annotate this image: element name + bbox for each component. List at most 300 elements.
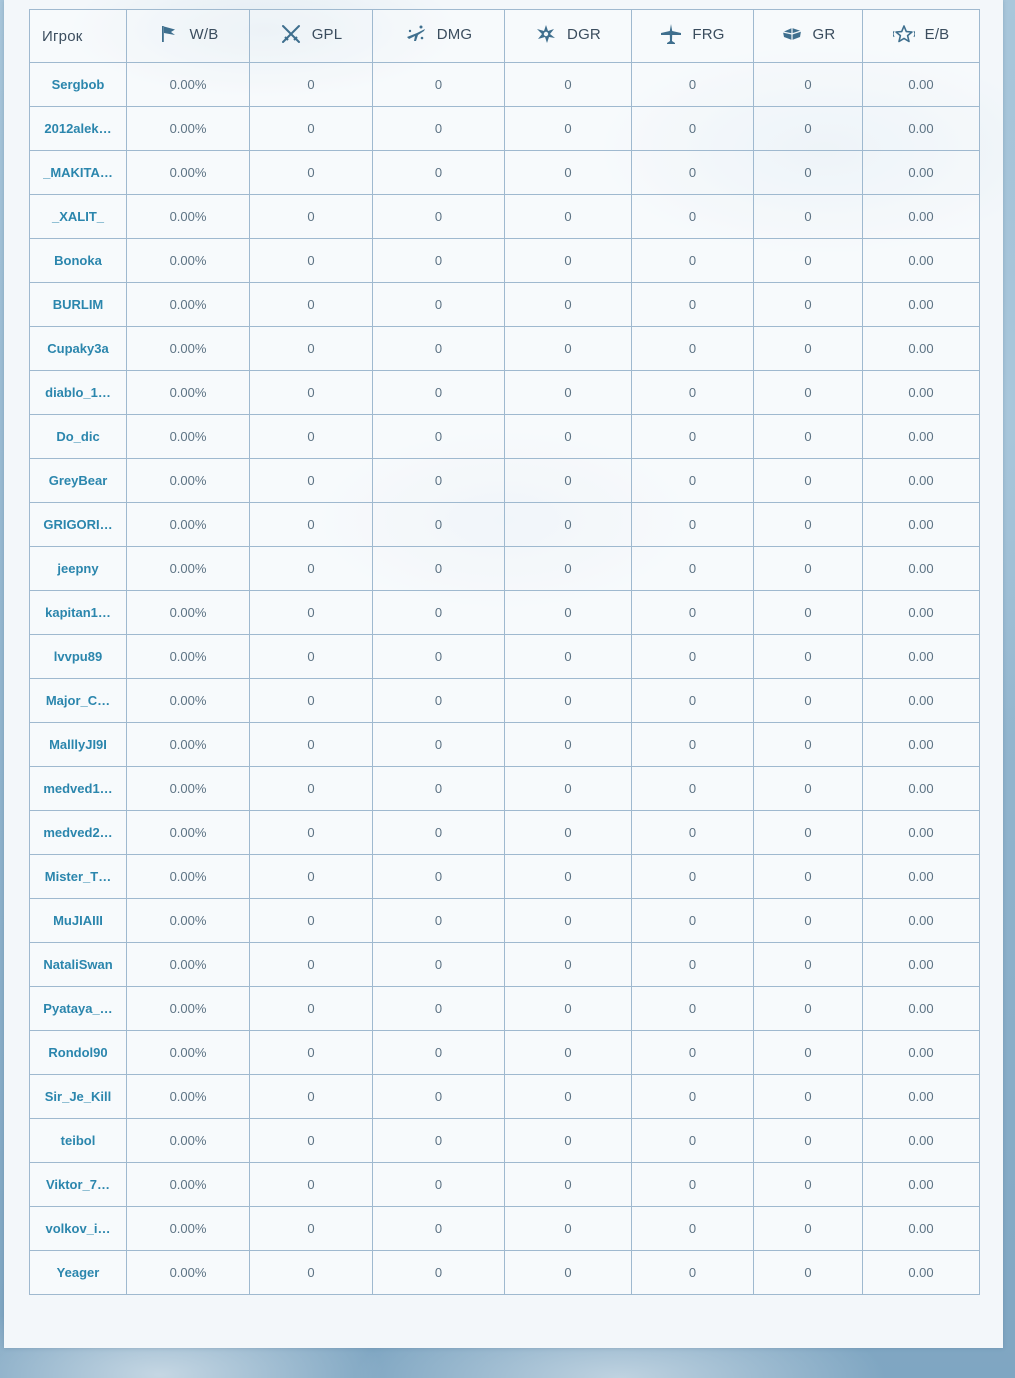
- player-name-link[interactable]: Do_dic: [56, 429, 100, 444]
- player-name-link[interactable]: _XALIT_: [51, 209, 104, 224]
- player-name-cell[interactable]: [30, 1031, 127, 1075]
- stat-cell-eb: 0.00: [863, 855, 980, 899]
- stat-cell-eb: 0.00: [863, 1251, 980, 1295]
- stat-cell-frg: 0: [632, 415, 754, 459]
- player-name-cell[interactable]: [30, 63, 127, 107]
- player-name-link[interactable]: medved1…: [43, 781, 113, 796]
- stat-cell-gpl: 0: [250, 1251, 373, 1295]
- stat-cell-dgr: 0: [505, 1031, 632, 1075]
- stat-cell-dmg: 0: [373, 723, 505, 767]
- stat-cell-wb: 0.00%: [127, 723, 250, 767]
- stat-cell-wb: 0.00%: [127, 195, 250, 239]
- stat-cell-gr: 0: [754, 811, 863, 855]
- stats-body: [30, 63, 980, 1295]
- stat-cell-frg: 0: [632, 327, 754, 371]
- stat-cell-dgr: 0: [505, 1163, 632, 1207]
- stat-cell-wb: 0.00%: [127, 503, 250, 547]
- stat-cell-gr: 0: [754, 591, 863, 635]
- stat-cell-gpl: 0: [250, 899, 373, 943]
- stat-cell-gr: 0: [754, 855, 863, 899]
- stat-cell-frg: 0: [632, 723, 754, 767]
- player-name-cell[interactable]: [30, 503, 127, 547]
- stat-cell-gr: 0: [754, 987, 863, 1031]
- stat-cell-frg: 0: [632, 1163, 754, 1207]
- stat-cell-dmg: 0: [373, 63, 505, 107]
- stat-cell-dmg: 0: [373, 1207, 505, 1251]
- header-row: [30, 10, 980, 63]
- stat-cell-frg: 0: [632, 1031, 754, 1075]
- stat-cell-eb: 0.00: [863, 1163, 980, 1207]
- player-name-link[interactable]: NataliSwan: [43, 957, 113, 972]
- stat-cell-dgr: 0: [505, 855, 632, 899]
- stat-cell-dgr: 0: [505, 415, 632, 459]
- table-row[interactable]: [30, 1163, 980, 1207]
- stat-cell-gpl: 0: [250, 1075, 373, 1119]
- player-name-cell[interactable]: [30, 635, 127, 679]
- player-name-link[interactable]: Mister_T…: [44, 869, 112, 884]
- stat-cell-eb: 0.00: [863, 899, 980, 943]
- stat-cell-eb: 0.00: [863, 547, 980, 591]
- stat-cell-gpl: 0: [250, 591, 373, 635]
- stat-cell-gpl: 0: [250, 239, 373, 283]
- player-name-cell[interactable]: [30, 547, 127, 591]
- player-name-link[interactable]: volkov_i…: [45, 1221, 111, 1236]
- stat-cell-eb: 0.00: [863, 107, 980, 151]
- column-header-label: Игрок: [42, 27, 83, 45]
- stat-cell-dgr: 0: [505, 635, 632, 679]
- player-name-link[interactable]: Cupaky3a: [47, 341, 109, 356]
- stat-cell-dmg: 0: [373, 327, 505, 371]
- player-name-link[interactable]: GreyBear: [48, 473, 108, 488]
- stat-cell-frg: 0: [632, 987, 754, 1031]
- player-name-link[interactable]: Pyataya_…: [43, 1001, 113, 1016]
- stat-cell-wb: 0.00%: [127, 1251, 250, 1295]
- stats-panel: [4, 0, 1003, 1348]
- stat-cell-eb: 0.00: [863, 679, 980, 723]
- stat-cell-dmg: 0: [373, 591, 505, 635]
- stat-cell-dgr: 0: [505, 239, 632, 283]
- player-name-cell[interactable]: [30, 767, 127, 811]
- stat-cell-wb: 0.00%: [127, 1119, 250, 1163]
- player-name-cell[interactable]: [30, 943, 127, 987]
- table-row[interactable]: [30, 767, 980, 811]
- stat-cell-gr: 0: [754, 503, 863, 547]
- stat-cell-wb: 0.00%: [127, 415, 250, 459]
- player-stats-table: [29, 9, 980, 1295]
- stat-cell-gpl: 0: [250, 151, 373, 195]
- stat-cell-gpl: 0: [250, 63, 373, 107]
- stat-cell-dgr: 0: [505, 195, 632, 239]
- table-row[interactable]: [30, 547, 980, 591]
- stat-cell-dmg: 0: [373, 1075, 505, 1119]
- player-name-link[interactable]: BURLIM: [52, 297, 104, 312]
- player-name-cell[interactable]: [30, 811, 127, 855]
- player-name-cell[interactable]: [30, 459, 127, 503]
- stat-cell-dmg: 0: [373, 151, 505, 195]
- stat-cell-eb: 0.00: [863, 943, 980, 987]
- stat-cell-dgr: 0: [505, 63, 632, 107]
- stat-cell-frg: 0: [632, 459, 754, 503]
- player-name-cell[interactable]: [30, 1207, 127, 1251]
- table-row[interactable]: [30, 1075, 980, 1119]
- player-name-cell[interactable]: [30, 723, 127, 767]
- stat-cell-eb: 0.00: [863, 987, 980, 1031]
- stat-cell-wb: 0.00%: [127, 371, 250, 415]
- table-row[interactable]: [30, 283, 980, 327]
- stat-cell-eb: 0.00: [863, 283, 980, 327]
- stat-cell-gr: 0: [754, 327, 863, 371]
- stat-cell-dmg: 0: [373, 987, 505, 1031]
- stat-cell-frg: 0: [632, 591, 754, 635]
- stat-cell-dgr: 0: [505, 459, 632, 503]
- table-row[interactable]: [30, 327, 980, 371]
- stat-cell-dmg: 0: [373, 943, 505, 987]
- player-name-link[interactable]: lvvpu89: [53, 649, 103, 664]
- player-name-link[interactable]: Rondol90: [48, 1045, 108, 1060]
- stat-cell-dgr: 0: [505, 547, 632, 591]
- column-header-wb[interactable]: [127, 10, 250, 63]
- stat-cell-wb: 0.00%: [127, 855, 250, 899]
- crossed-swords-icon: [280, 23, 302, 45]
- player-name-cell[interactable]: [30, 855, 127, 899]
- stat-cell-dgr: 0: [505, 1251, 632, 1295]
- stat-cell-frg: 0: [632, 503, 754, 547]
- stat-cell-gr: 0: [754, 415, 863, 459]
- stat-cell-wb: 0.00%: [127, 459, 250, 503]
- stat-cell-gr: 0: [754, 679, 863, 723]
- flag-icon: [158, 23, 180, 45]
- stat-cell-wb: 0.00%: [127, 1075, 250, 1119]
- table-row[interactable]: [30, 63, 980, 107]
- stat-cell-eb: 0.00: [863, 591, 980, 635]
- stat-cell-wb: 0.00%: [127, 547, 250, 591]
- stat-cell-gpl: 0: [250, 1163, 373, 1207]
- player-name-link[interactable]: teibol: [60, 1133, 96, 1148]
- table-row[interactable]: [30, 811, 980, 855]
- stat-cell-wb: 0.00%: [127, 151, 250, 195]
- table-row[interactable]: [30, 107, 980, 151]
- table-row[interactable]: [30, 987, 980, 1031]
- stat-cell-dmg: 0: [373, 239, 505, 283]
- ground-target-icon: [781, 23, 803, 45]
- stat-cell-dgr: 0: [505, 107, 632, 151]
- stat-cell-eb: 0.00: [863, 459, 980, 503]
- stat-cell-gpl: 0: [250, 767, 373, 811]
- stat-cell-dgr: 0: [505, 1119, 632, 1163]
- stat-cell-gpl: 0: [250, 1031, 373, 1075]
- stat-cell-dmg: 0: [373, 547, 505, 591]
- player-name-cell[interactable]: [30, 679, 127, 723]
- damaged-plane-icon: [405, 23, 427, 45]
- stat-cell-frg: 0: [632, 767, 754, 811]
- table-row[interactable]: [30, 1207, 980, 1251]
- column-header-label: GPL: [311, 25, 343, 43]
- stat-cell-dgr: 0: [505, 371, 632, 415]
- stat-cell-gr: 0: [754, 63, 863, 107]
- stat-cell-dgr: 0: [505, 503, 632, 547]
- player-name-cell[interactable]: [30, 1075, 127, 1119]
- player-name-cell[interactable]: [30, 239, 127, 283]
- stat-cell-frg: 0: [632, 283, 754, 327]
- stat-cell-wb: 0.00%: [127, 1207, 250, 1251]
- table-row[interactable]: [30, 855, 980, 899]
- stat-cell-frg: 0: [632, 107, 754, 151]
- table-row[interactable]: [30, 1251, 980, 1295]
- column-header-gr[interactable]: [754, 10, 863, 63]
- player-name-cell[interactable]: [30, 415, 127, 459]
- stat-cell-eb: 0.00: [863, 723, 980, 767]
- player-name-cell[interactable]: [30, 1251, 127, 1295]
- stat-cell-gr: 0: [754, 107, 863, 151]
- column-header-gpl[interactable]: [250, 10, 373, 63]
- stat-cell-dmg: 0: [373, 1163, 505, 1207]
- stat-cell-frg: 0: [632, 899, 754, 943]
- player-name-cell[interactable]: [30, 591, 127, 635]
- stat-cell-wb: 0.00%: [127, 1031, 250, 1075]
- stat-cell-eb: 0.00: [863, 415, 980, 459]
- player-name-cell[interactable]: [30, 327, 127, 371]
- stat-cell-eb: 0.00: [863, 1207, 980, 1251]
- stat-cell-dgr: 0: [505, 327, 632, 371]
- stat-cell-dmg: 0: [373, 195, 505, 239]
- stat-cell-gpl: 0: [250, 811, 373, 855]
- stat-cell-eb: 0.00: [863, 239, 980, 283]
- table-row[interactable]: [30, 503, 980, 547]
- stat-cell-eb: 0.00: [863, 1075, 980, 1119]
- player-name-link[interactable]: kapitan1…: [45, 605, 111, 620]
- stat-cell-gr: 0: [754, 635, 863, 679]
- table-row[interactable]: [30, 899, 980, 943]
- stat-cell-dgr: 0: [505, 1207, 632, 1251]
- stat-cell-gpl: 0: [250, 327, 373, 371]
- stat-cell-wb: 0.00%: [127, 635, 250, 679]
- stat-cell-frg: 0: [632, 195, 754, 239]
- stat-cell-dmg: 0: [373, 767, 505, 811]
- stat-cell-frg: 0: [632, 1075, 754, 1119]
- stat-cell-gpl: 0: [250, 283, 373, 327]
- table-row[interactable]: [30, 591, 980, 635]
- table-row[interactable]: [30, 943, 980, 987]
- stat-cell-frg: 0: [632, 1207, 754, 1251]
- stat-cell-wb: 0.00%: [127, 679, 250, 723]
- column-header-frg[interactable]: [632, 10, 754, 63]
- stat-cell-frg: 0: [632, 855, 754, 899]
- player-name-link[interactable]: Bonoka: [54, 253, 102, 268]
- table-row[interactable]: [30, 371, 980, 415]
- stat-cell-eb: 0.00: [863, 811, 980, 855]
- stat-cell-wb: 0.00%: [127, 943, 250, 987]
- stat-cell-gpl: 0: [250, 679, 373, 723]
- player-name-link[interactable]: GRIGORI…: [43, 517, 113, 532]
- stat-cell-wb: 0.00%: [127, 283, 250, 327]
- player-name-cell[interactable]: [30, 195, 127, 239]
- column-header-dmg[interactable]: [373, 10, 505, 63]
- player-name-cell[interactable]: [30, 283, 127, 327]
- column-header-label: DMG: [436, 25, 473, 43]
- stat-cell-gpl: 0: [250, 1119, 373, 1163]
- player-name-link[interactable]: MalllyJI9I: [49, 737, 107, 752]
- stat-cell-dgr: 0: [505, 723, 632, 767]
- star-icon: [893, 23, 915, 45]
- column-header-label: GR: [812, 25, 836, 43]
- column-header-label: DGR: [567, 25, 601, 43]
- stat-cell-dmg: 0: [373, 899, 505, 943]
- column-header-dgr[interactable]: [505, 10, 632, 63]
- stat-cell-gpl: 0: [250, 1207, 373, 1251]
- stat-cell-gr: 0: [754, 1119, 863, 1163]
- player-name-cell[interactable]: [30, 987, 127, 1031]
- stat-cell-gpl: 0: [250, 459, 373, 503]
- stat-cell-dgr: 0: [505, 151, 632, 195]
- stat-cell-gpl: 0: [250, 371, 373, 415]
- stat-cell-dmg: 0: [373, 283, 505, 327]
- stat-cell-dmg: 0: [373, 1119, 505, 1163]
- table-row[interactable]: [30, 679, 980, 723]
- stat-cell-eb: 0.00: [863, 63, 980, 107]
- stat-cell-dgr: 0: [505, 679, 632, 723]
- stat-cell-dgr: 0: [505, 811, 632, 855]
- table-row[interactable]: [30, 1119, 980, 1163]
- stat-cell-gr: 0: [754, 899, 863, 943]
- player-name-link[interactable]: Sir_Je_Kill: [44, 1089, 112, 1104]
- stat-cell-eb: 0.00: [863, 1119, 980, 1163]
- player-name-cell[interactable]: [30, 1163, 127, 1207]
- stat-cell-frg: 0: [632, 811, 754, 855]
- player-name-cell[interactable]: [30, 151, 127, 195]
- stat-cell-dgr: 0: [505, 899, 632, 943]
- stat-cell-wb: 0.00%: [127, 899, 250, 943]
- stat-cell-gr: 0: [754, 371, 863, 415]
- column-header-label: W/B: [189, 25, 219, 43]
- table-row[interactable]: [30, 635, 980, 679]
- table-row[interactable]: [30, 195, 980, 239]
- stat-cell-dmg: 0: [373, 503, 505, 547]
- table-row[interactable]: [30, 723, 980, 767]
- column-header-label: E/B: [924, 25, 950, 43]
- player-name-link[interactable]: Major_C…: [45, 693, 111, 708]
- stat-cell-wb: 0.00%: [127, 767, 250, 811]
- stat-cell-gr: 0: [754, 195, 863, 239]
- player-name-cell[interactable]: [30, 107, 127, 151]
- stat-cell-frg: 0: [632, 679, 754, 723]
- stat-cell-gpl: 0: [250, 943, 373, 987]
- stat-cell-dmg: 0: [373, 459, 505, 503]
- stat-cell-dgr: 0: [505, 591, 632, 635]
- stat-cell-frg: 0: [632, 239, 754, 283]
- stat-cell-dmg: 0: [373, 635, 505, 679]
- table-row[interactable]: [30, 415, 980, 459]
- player-name-link[interactable]: medved2…: [43, 825, 113, 840]
- plane-icon: [660, 23, 682, 45]
- table-row[interactable]: [30, 459, 980, 503]
- player-name-link[interactable]: diablo_1…: [45, 385, 111, 400]
- stat-cell-eb: 0.00: [863, 327, 980, 371]
- stat-cell-gr: 0: [754, 283, 863, 327]
- table-row[interactable]: [30, 1031, 980, 1075]
- player-name-link[interactable]: Sergbob: [51, 77, 105, 92]
- stat-cell-frg: 0: [632, 371, 754, 415]
- stat-cell-gpl: 0: [250, 987, 373, 1031]
- stat-cell-gpl: 0: [250, 635, 373, 679]
- stat-cell-eb: 0.00: [863, 195, 980, 239]
- stat-cell-frg: 0: [632, 547, 754, 591]
- player-name-link[interactable]: Yeager: [56, 1265, 100, 1280]
- column-header-player[interactable]: [30, 10, 127, 63]
- stat-cell-eb: 0.00: [863, 635, 980, 679]
- stat-cell-eb: 0.00: [863, 371, 980, 415]
- stat-cell-gr: 0: [754, 767, 863, 811]
- table-row[interactable]: [30, 151, 980, 195]
- stat-cell-eb: 0.00: [863, 151, 980, 195]
- table-row[interactable]: [30, 239, 980, 283]
- stat-cell-eb: 0.00: [863, 767, 980, 811]
- stat-cell-eb: 0.00: [863, 1031, 980, 1075]
- player-name-link[interactable]: 2012alek…: [44, 121, 112, 136]
- stat-cell-frg: 0: [632, 1119, 754, 1163]
- stat-cell-gpl: 0: [250, 195, 373, 239]
- stat-cell-gr: 0: [754, 459, 863, 503]
- stat-cell-dgr: 0: [505, 767, 632, 811]
- stat-cell-wb: 0.00%: [127, 591, 250, 635]
- stat-cell-dmg: 0: [373, 107, 505, 151]
- stat-cell-wb: 0.00%: [127, 107, 250, 151]
- stat-cell-dmg: 0: [373, 679, 505, 723]
- stat-cell-gpl: 0: [250, 503, 373, 547]
- stat-cell-wb: 0.00%: [127, 239, 250, 283]
- stat-cell-frg: 0: [632, 151, 754, 195]
- stat-cell-frg: 0: [632, 1251, 754, 1295]
- stat-cell-frg: 0: [632, 943, 754, 987]
- stat-cell-gr: 0: [754, 1031, 863, 1075]
- stat-cell-gpl: 0: [250, 855, 373, 899]
- player-name-cell[interactable]: [30, 899, 127, 943]
- stat-cell-gpl: 0: [250, 415, 373, 459]
- stat-cell-gr: 0: [754, 1163, 863, 1207]
- player-name-cell[interactable]: [30, 1119, 127, 1163]
- player-name-link[interactable]: _MAKITA…: [43, 165, 113, 180]
- column-header-eb[interactable]: [863, 10, 980, 63]
- stat-cell-frg: 0: [632, 635, 754, 679]
- stat-cell-dgr: 0: [505, 283, 632, 327]
- stat-cell-dmg: 0: [373, 811, 505, 855]
- stat-cell-wb: 0.00%: [127, 63, 250, 107]
- stat-cell-gr: 0: [754, 943, 863, 987]
- column-header-label: FRG: [692, 25, 725, 43]
- stat-cell-gr: 0: [754, 239, 863, 283]
- player-name-link[interactable]: Viktor_7…: [45, 1177, 111, 1192]
- stat-cell-wb: 0.00%: [127, 327, 250, 371]
- stat-cell-dgr: 0: [505, 987, 632, 1031]
- stat-cell-frg: 0: [632, 63, 754, 107]
- stat-cell-dmg: 0: [373, 855, 505, 899]
- stat-cell-gr: 0: [754, 151, 863, 195]
- stat-cell-dmg: 0: [373, 1031, 505, 1075]
- player-name-link[interactable]: jeepny: [57, 561, 99, 576]
- stat-cell-gpl: 0: [250, 547, 373, 591]
- stat-cell-dmg: 0: [373, 415, 505, 459]
- stat-cell-dgr: 0: [505, 1075, 632, 1119]
- stat-cell-gr: 0: [754, 723, 863, 767]
- stat-cell-dmg: 0: [373, 371, 505, 415]
- player-name-link[interactable]: MuJIAIII: [53, 913, 103, 928]
- stat-cell-wb: 0.00%: [127, 987, 250, 1031]
- stat-cell-gr: 0: [754, 1207, 863, 1251]
- explosion-icon: [535, 23, 557, 45]
- stat-cell-gpl: 0: [250, 107, 373, 151]
- stat-cell-wb: 0.00%: [127, 1163, 250, 1207]
- player-name-cell[interactable]: [30, 371, 127, 415]
- stat-cell-gr: 0: [754, 1075, 863, 1119]
